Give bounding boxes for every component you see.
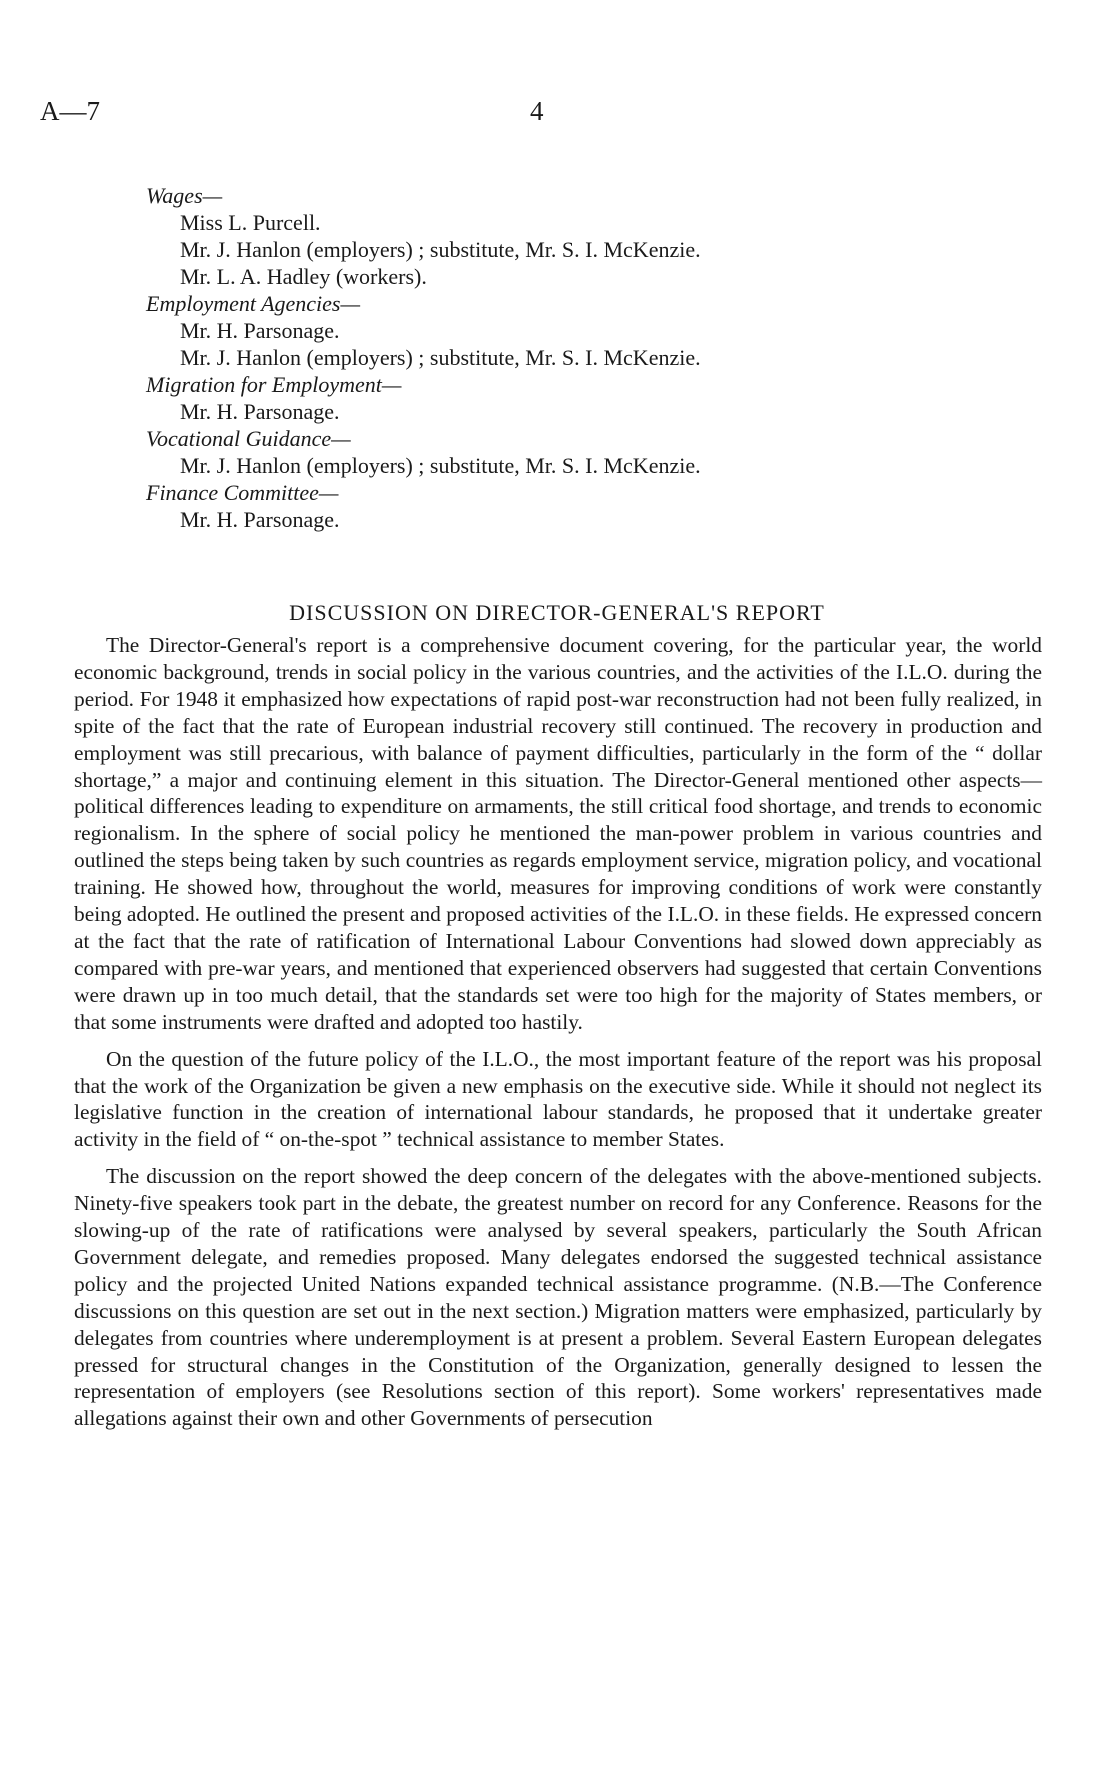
committee-heading: Employment Agencies— xyxy=(146,291,361,316)
committee-heading: Finance Committee— xyxy=(146,480,339,505)
committee-member: Mr. H. Parsonage. xyxy=(180,399,340,424)
section-title: DISCUSSION ON DIRECTOR-GENERAL'S REPORT xyxy=(289,600,825,625)
committee-member: Miss L. Purcell. xyxy=(180,210,321,235)
committee-member: Mr. J. Hanlon (employers) ; substitute, Mr. S. I. McKenzie. xyxy=(180,453,701,478)
committee-employment-agencies xyxy=(146,290,1046,371)
committee-heading: Vocational Guidance— xyxy=(146,426,351,451)
committee-member: Mr. L. A. Hadley (workers). xyxy=(180,264,427,289)
paragraph: On the question of the future policy of the I.L.O., the most important feature of the report was his proposal that the work of the Organization be given a new emphasis on the executive side. While it should not neglect its legislative function in the creation of international labour standards, he proposed that it undertake greater activity in the field of “ on-the-spot ” technical assistance to member States. xyxy=(74,1046,1042,1152)
committee-list xyxy=(146,182,1046,533)
paragraph: The Director-General's report is a comprehensive document covering, for the particular year, the world economic background, trends in social policy in the various countries, and the activities of the I.L.O. during the period. For 1948 it emphasized how expectations of rapid post-war reconstruction had not been fully realized, in spite of the fact that the rate of European industrial recovery still continued. The recovery in production and employment was still precarious, with balance of payment difficulties, particularly in the form of the “ dollar shortage,” a major and continuing element in this situation. The Director-General mentioned other aspects—political differences leading to expenditure on armaments, the still critical food shortage, and trends to economic regionalism. In the sphere of social policy he mentioned the man-power problem in various countries and outlined the steps being taken by such countries as regards employment service, migration policy, and vocational training. He showed how, throughout the world, measures for improving conditions of work were constantly being adopted. He outlined the present and proposed activities of the I.L.O. in these fields. He expressed concern at the fact that the rate of ratification of International Labour Conventions had slowed down appreciably as compared with pre-war years, and mentioned that experienced observers had suggested that certain Conventions were drawn up in too much detail, that the standards set were too high for the majority of States members, or that some instruments were drafted and adopted too hastily. xyxy=(74,633,1042,1034)
committee-finance xyxy=(146,479,1046,533)
committee-wages xyxy=(146,182,1046,290)
body-text xyxy=(74,632,1042,1432)
committee-member: Mr. J. Hanlon (employers) ; substitute, Mr. S. I. McKenzie. xyxy=(180,237,701,262)
committee-heading: Wages— xyxy=(146,183,223,208)
committee-member: Mr. J. Hanlon (employers) ; substitute, Mr. S. I. McKenzie. xyxy=(180,345,701,370)
committee-member: Mr. H. Parsonage. xyxy=(180,507,340,532)
paragraph: The discussion on the report showed the deep concern of the delegates with the above-mentioned subjects. Ninety-five speakers took part in the debate, the greatest number on record for any Conference. Reasons for the slowing-up of the rate of ratifications were analysed by several speakers, particularly the South African Government delegate, and remedies proposed. Many delegates endorsed the suggested technical assistance policy and the projected United Nations expanded technical assistance programme. (N.B.—The Conference discussions on this question are set out in the next section.) Migration matters were emphasized, particularly by delegates from countries where underemployment is at present a problem. Several Eastern European delegates pressed for structural changes in the Constitution of the Organization, generally designed to lessen the representation of employers (see Resolutions section of this report). Some workers' representatives made allegations against their own and other Governments of persecution xyxy=(74,1164,1042,1431)
page-reference: A—7 xyxy=(40,96,100,126)
committee-migration xyxy=(146,371,1046,425)
committee-heading: Migration for Employment— xyxy=(146,372,402,397)
committee-vocational-guidance xyxy=(146,425,1046,479)
committee-member: Mr. H. Parsonage. xyxy=(180,318,340,343)
page-number: 4 xyxy=(530,96,544,126)
